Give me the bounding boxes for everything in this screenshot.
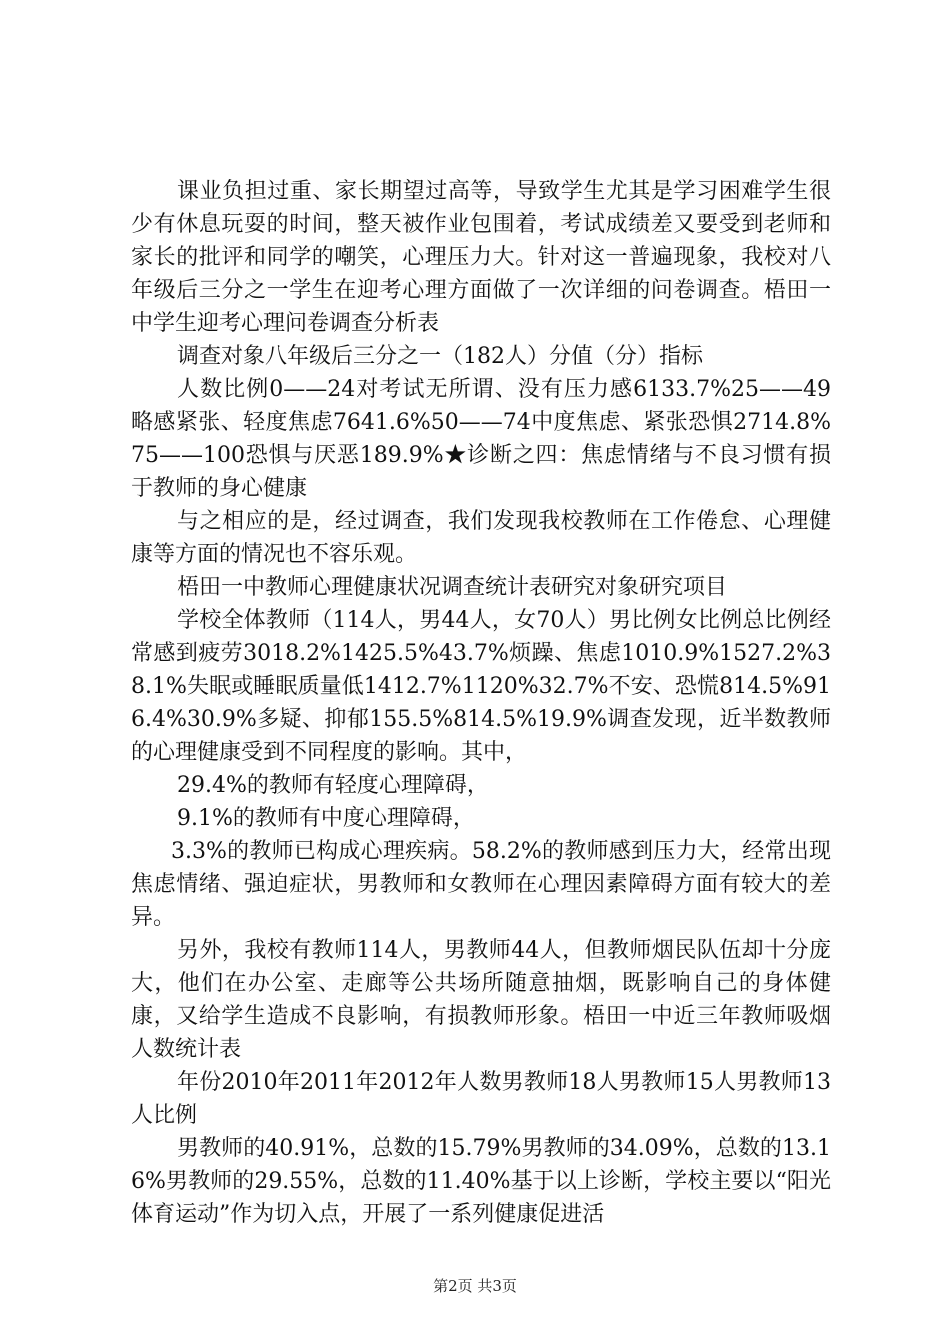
- page-footer: [0, 1275, 950, 1296]
- paragraph-teacher-intro: 与之相应的是，经过调查，我们发现我校教师在工作倦怠、心理健康等方面的情况也不容乐观。: [131, 509, 831, 567]
- paragraph-survey-subject: 调查对象八年级后三分之一（182人）分值（分）指标: [177, 344, 703, 369]
- paragraph-smoking-ratio: 男教师的40.91%，总数的15.79%男教师的34.09%，总数的13.16%男教师的29.55%，总数的11.40%基于以上诊断，学校主要以“阳光体育运动”作为切入点，开展了一系列健康促进活: [131, 1136, 831, 1227]
- paragraph-teacher-table-data: 学校全体教师（114人，男44人，女70人）男比例女比例总比例经常感到疲劳3018.2%1425.5%43.7%烦躁、焦虑1010.9%1527.2%38.1%失眠或睡眠质量低1412.7%1120%32.7%不安、恐慌814.5%916.4%30.9%多疑、抑郁155.5%814.5%19.9%调查发现，近半数教师的心理健康受到不同程度的影响。其中，: [131, 608, 831, 765]
- paragraph-moderate-disorder: 9.1%的教师有中度心理障碍，: [177, 806, 475, 831]
- paragraph-smoking-table: 年份2010年2011年2012年人数男教师18人男教师15人男教师13人比例: [131, 1070, 831, 1128]
- paragraph-smoking-intro: 另外，我校有教师114人，男教师44人，但教师烟民队伍却十分庞大，他们在办公室、走廊等公共场所随意抽烟，既影响自己的身体健康，又给学生造成不良影响，有损教师形象。梧田一中近三年教师吸烟人数统计表: [131, 938, 831, 1062]
- paragraph-student-pressure: 课业负担过重、家长期望过高等，导致学生尤其是学习困难学生很少有休息玩耍的时间，整天被作业包围着，考试成绩差又要受到老师和家长的批评和同学的嘲笑，心理压力大。针对这一普遍现象，我校对八年级后三分之一学生在迎考心理方面做了一次详细的问卷调查。梧田一中学生迎考心理问卷调查分析表: [131, 179, 831, 336]
- paragraph-teacher-table-title: 梧田一中教师心理健康状况调查统计表研究对象研究项目: [177, 575, 728, 600]
- document-body: [131, 175, 831, 1231]
- paragraph-survey-results: 人数比例0——24对考试无所谓、没有压力感6133.7%25——49略感紧张、轻度焦虑7641.6%50——74中度焦虑、紧张恐惧2714.8%75——100恐惧与厌恶189.9%★诊断之四：焦虑情绪与不良习惯有损于教师的身心健康: [131, 377, 831, 501]
- paragraph-illness-stats: 3.3%的教师已构成心理疾病。58.2%的教师感到压力大，经常出现焦虑情绪、强迫症状，男教师和女教师在心理因素障碍方面有较大的差异。: [131, 839, 831, 930]
- paragraph-mild-disorder: 29.4%的教师有轻度心理障碍，: [177, 773, 489, 798]
- page-number-label: 第2页 共3页: [433, 1277, 517, 1295]
